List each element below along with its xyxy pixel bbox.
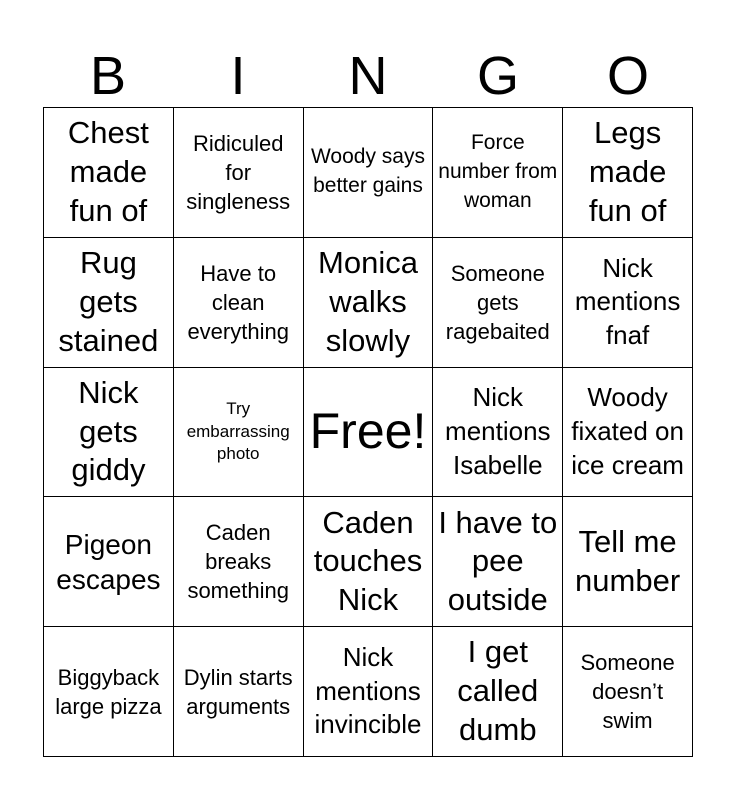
bingo-cell-text: Nick mentions invincible [314,641,422,740]
bingo-cell[interactable] [304,627,434,757]
bingo-cell[interactable] [44,108,174,238]
header-letter-o: O [606,46,649,106]
bingo-cell-text: Nick mentions fnaf [574,252,681,351]
bingo-cell-text: Try embarrassing photo [186,399,290,464]
bingo-cell-text: I have to pee outside [438,504,558,618]
bingo-cell[interactable] [304,238,434,368]
bingo-cell[interactable] [433,497,563,627]
bingo-cell-text: Ridiculed for singleness [186,130,291,214]
bingo-cell[interactable] [44,627,174,757]
bingo-cell-text: Woody says better gains [310,145,425,198]
header-letter-i: I [230,46,246,106]
bingo-cell-text: Tell me number [575,524,681,598]
bingo-cell[interactable] [433,238,563,368]
bingo-cell[interactable] [304,497,434,627]
bingo-cell-text: Legs made fun of [588,115,667,228]
bingo-cell[interactable] [174,627,304,757]
bingo-cell-text: Chest made fun of [67,115,149,228]
bingo-cell[interactable] [563,238,693,368]
bingo-cell-text: Someone doesn’t swim [580,650,675,734]
bingo-cell-text: I get called dumb [457,634,539,747]
bingo-cell[interactable] [304,108,434,238]
bingo-grid [43,107,693,757]
bingo-cell[interactable] [563,368,693,498]
bingo-cell-text: Biggyback large pizza [55,664,162,719]
header-letter-b: B [89,46,127,106]
bingo-cell[interactable] [174,497,304,627]
header-letter-n: N [348,46,388,106]
bingo-cell-text: Caden touches Nick [313,504,423,618]
bingo-cell[interactable] [433,368,563,498]
bingo-cell-text: Free! [309,403,427,460]
bingo-cell-text: Nick gets giddy [71,374,146,488]
bingo-cell[interactable] [433,108,563,238]
bingo-cell-text: Pigeon escapes [56,528,161,595]
bingo-cell[interactable] [44,368,174,498]
bingo-cell[interactable] [433,627,563,757]
bingo-cell[interactable] [44,238,174,368]
bingo-cell[interactable] [174,108,304,238]
bingo-cell-text: Rug gets stained [58,245,159,358]
bingo-cell[interactable] [174,368,304,498]
bingo-cell[interactable] [563,627,693,757]
bingo-cell-text: Nick mentions Isabelle [445,382,551,480]
bingo-cell-text: Caden breaks something [187,520,289,604]
bingo-cell-text: Someone gets ragebaited [445,260,550,344]
header-letter-g: G [476,46,519,106]
bingo-cell-text: Dylin starts arguments [183,664,293,719]
bingo-cell-text: Have to clean everything [187,260,289,344]
bingo-cell[interactable] [563,108,693,238]
bingo-cell[interactable] [174,238,304,368]
bingo-cell-text: Force number from woman [438,130,558,212]
bingo-cell[interactable] [44,497,174,627]
free-space-cell[interactable] [304,368,434,498]
bingo-cell-text: Monica walks slowly [318,245,418,358]
bingo-header [43,44,693,108]
bingo-cell-text: Woody fixated on ice cream [571,382,684,480]
bingo-cell[interactable] [563,497,693,627]
